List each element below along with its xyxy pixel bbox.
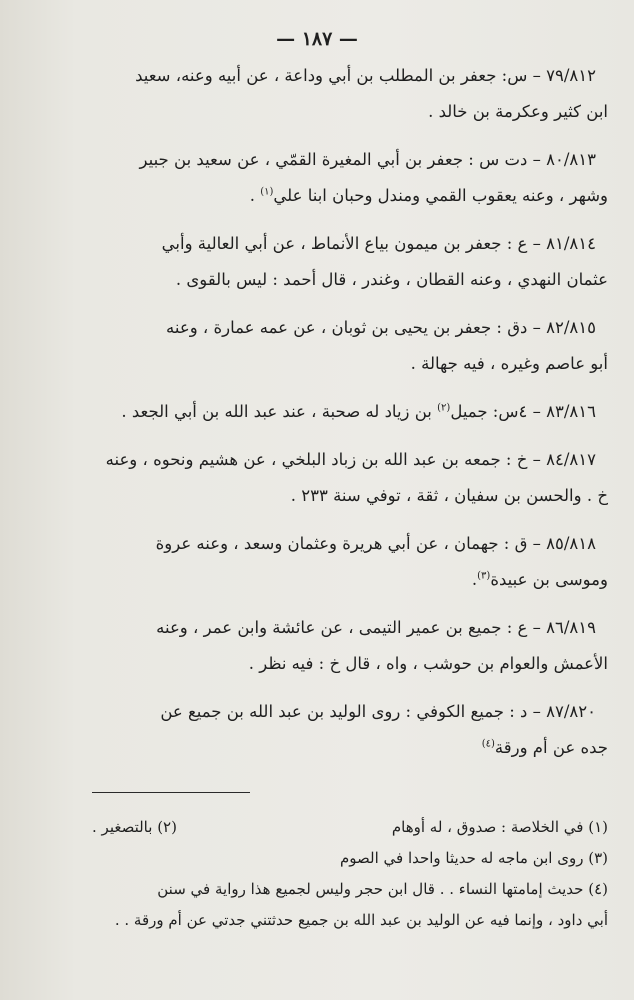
entry-text: . — [249, 186, 261, 205]
footnote-marker: (٢) — [437, 402, 451, 414]
entry-text: وموسى بن عبيدة — [490, 570, 608, 589]
entry-line: ٨١/٨١٤ – ع : جعفر بن ميمون بياع الأنماط ، عن أبي العالية وأبي — [161, 234, 596, 253]
entry-813 — [92, 142, 608, 214]
entry-line — [92, 562, 608, 598]
footnote-row — [92, 812, 608, 843]
footnote-marker: (٣) — [477, 570, 491, 582]
entry-818 — [92, 526, 608, 598]
entry-814 — [92, 226, 608, 298]
entry-text: ٨٣/٨١٦ – ٤س: جميل — [450, 402, 596, 421]
entry-line: ابن كثير وعكرمة بن خالد . — [428, 102, 608, 121]
entry-816 — [92, 394, 608, 430]
footnote-1: (١) في الخلاصة : صدوق ، له أوهام — [391, 818, 608, 836]
footnote-3: (٣) روى ابن ماجه له حديثا واحدا في الصوم — [339, 849, 608, 867]
entry-line — [92, 730, 608, 766]
footnote-marker: (٤) — [481, 738, 495, 750]
entry-815 — [92, 310, 608, 382]
entry-line — [92, 394, 608, 430]
entry-line: ٨٧/٨٢٠ – د : جميع الكوفي : روى الوليد بن عبد الله بن جميع عن — [160, 702, 596, 721]
entry-text: وشهر ، وعنه يعقوب القمي ومندل وحبان ابنا علي — [273, 186, 608, 205]
entry-text: جده عن أم ورقة — [494, 738, 608, 757]
footnote-4-line1: (٤) حديث إمامتها النساء . . قال ابن حجر وليس لجميع هذا رواية في سنن — [157, 880, 608, 898]
entry-line: ٨٤/٨١٧ – خ : جمعه بن عبد الله بن زباد البلخي ، عن هشيم ونحوه ، وعنه — [105, 450, 596, 469]
page-number: — ١٨٧ — — [276, 28, 358, 50]
footnote-marker: (١) — [260, 186, 274, 198]
entry-line: ٨٦/٨١٩ – ع : جميع بن عمير التيمى ، عن عائشة وابن عمر ، وعنه — [156, 618, 596, 637]
footnote-4-line2: أبي داود ، وإنما فيه عن الوليد بن عبد الله بن جميع حدثتني جدتي عن أم ورقة . . — [114, 911, 608, 929]
footnote-separator — [92, 792, 250, 793]
entry-line: ٨٥/٨١٨ – ق : جهمان ، عن أبي هريرة وعثمان وسعد ، وعنه عروة — [155, 534, 596, 553]
entry-line: خ . والحسن بن سفيان ، ثقة ، توفي سنة ٢٣٣ . — [290, 486, 608, 505]
entry-text: بن زياد له صحبة ، عند عبد الله بن أبي الجعد . — [121, 402, 438, 421]
entry-820 — [92, 694, 608, 766]
entries-list — [92, 58, 608, 778]
entry-line — [92, 178, 608, 214]
entry-817 — [92, 442, 608, 514]
entry-text: . — [471, 570, 478, 589]
entry-line: ٨٢/٨١٥ – دق : جعفر بن يحيى بن ثوبان ، عن عمه عمارة ، وعنه — [166, 318, 596, 337]
footnotes — [92, 812, 608, 936]
entry-line: الأعمش والعوام بن حوشب ، واه ، قال خ : فيه نظر . — [248, 654, 608, 673]
entry-819 — [92, 610, 608, 682]
entry-line: ٧٩/٨١٢ – س: جعفر بن المطلب بن أبي وداعة ، عن أبيه وعنه، سعيد — [135, 66, 596, 85]
entry-line: أبو عاصم وغيره ، فيه جهالة . — [410, 354, 608, 373]
entry-line: عثمان النهدي ، وعنه القطان ، وغندر ، قال أحمد : ليس بالقوى . — [175, 270, 608, 289]
entry-line: ٨٠/٨١٣ – دت س : جعفر بن أبي المغيرة القمّي ، عن سعيد بن جبير — [139, 150, 596, 169]
entry-812 — [92, 58, 608, 130]
footnote-2: (٢) بالتصغير . — [92, 818, 177, 836]
